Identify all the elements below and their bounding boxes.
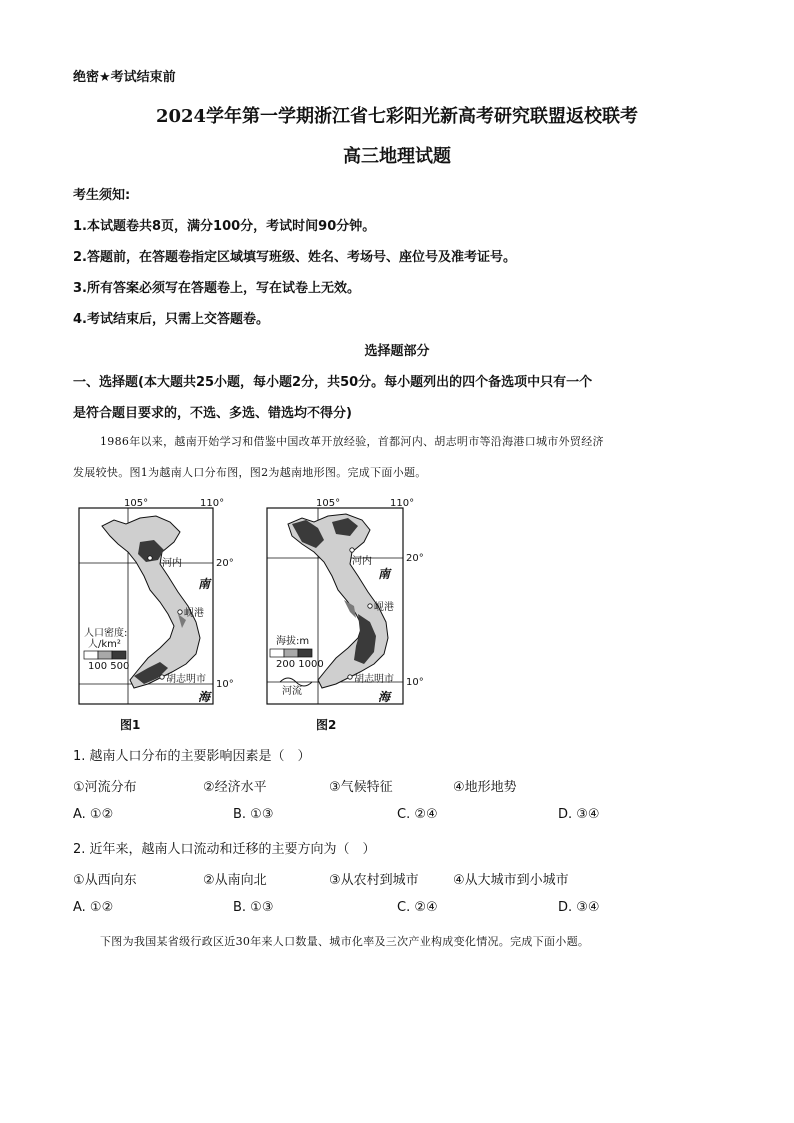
figure1-lon-left: 105° xyxy=(124,498,149,509)
passage1-line1: 1986年以来，越南开始学习和借鉴中国改革开放经验，首都河内、胡志明市等沿海港口城市外贸经济 xyxy=(100,435,604,448)
q1-option-a[interactable]: A. ①② xyxy=(73,807,114,822)
q1-choice-1: ①河流分布 xyxy=(73,780,137,795)
figure2-city-hanoi: 河内 xyxy=(352,556,372,567)
figure1-population-map xyxy=(78,496,234,708)
q1-option-b[interactable]: B. ①③ xyxy=(233,807,274,822)
figure2-lon-right: 110° xyxy=(390,498,415,509)
figure1-sea-nan: 南 xyxy=(198,577,211,591)
q2-option-c[interactable]: C. ②④ xyxy=(397,900,438,915)
figure1-city-hanoi: 河内 xyxy=(162,558,182,569)
figure1-legend-values: 100 500 xyxy=(88,661,130,672)
notice-item-2: 2.答题前，在答题卷指定区域填写班级、姓名、考场号、座位号及准考证号。 xyxy=(73,250,516,265)
q2-choice-1: ①从西向东 xyxy=(73,873,137,888)
q1-choice-3: ③气候特征 xyxy=(329,780,393,795)
q1-option-d[interactable]: D. ③④ xyxy=(558,807,600,822)
figure2-sea-nan: 南 xyxy=(378,567,391,581)
q2-choice-4: ④从大城市到小城市 xyxy=(453,873,569,888)
figure1-city-hcm: 胡志明市 xyxy=(166,674,206,685)
figure2-legend-mid xyxy=(284,649,298,657)
figure1-legend-title: 人口密度: xyxy=(84,628,128,639)
exam-subtitle: 高三地理试题 xyxy=(343,146,451,167)
q2-option-a[interactable]: A. ①② xyxy=(73,900,114,915)
part-instructions-line1: 一、选择题(本大题共25小题，每小题2分，共50分。每小题列出的四个备选项中只有一个 xyxy=(73,375,593,390)
figure1-lat-bottom: 10° xyxy=(216,679,234,690)
figure2-sea-hai: 海 xyxy=(378,690,391,704)
figure2-legend-river: 河流 xyxy=(282,686,302,697)
q2-option-d[interactable]: D. ③④ xyxy=(558,900,600,915)
figure1-sea-hai: 海 xyxy=(198,690,211,704)
figure1-city-danang: 岘港 xyxy=(184,608,204,619)
notice-item-4: 4.考试结束后，只需上交答题卷。 xyxy=(73,312,269,327)
q1-choice-2: ②经济水平 xyxy=(203,780,267,795)
question-1-stem: 1. 越南人口分布的主要影响因素是（ ） xyxy=(73,749,311,764)
q2-option-b[interactable]: B. ①③ xyxy=(233,900,274,915)
question-2-stem: 2. 近年来，越南人口流动和迁移的主要方向为（ ） xyxy=(73,842,376,857)
q1-choice-4: ④地形地势 xyxy=(453,780,517,795)
question-2-options xyxy=(73,900,733,918)
notice-item-3: 3.所有答案必须写在答题卷上，写在试卷上无效。 xyxy=(73,281,360,296)
figure2-lat-top: 20° xyxy=(406,553,424,564)
figure1-danang-point xyxy=(178,610,182,614)
figure2-terrain-map xyxy=(266,496,424,708)
figure2-legend-high xyxy=(298,649,312,657)
q1-option-c[interactable]: C. ②④ xyxy=(397,807,438,822)
figure2-hcm-point xyxy=(348,675,352,679)
figure2-legend-low xyxy=(270,649,284,657)
figure2-lat-bottom: 10° xyxy=(406,677,424,688)
question-2-choices xyxy=(73,869,733,887)
passage1-line2: 发展较快。图1为越南人口分布图，图2为越南地形图。完成下面小题。 xyxy=(73,466,427,479)
figure1-hanoi-point xyxy=(148,556,152,560)
exam-title: 2024学年第一学期浙江省七彩阳光新高考研究联盟返校联考 xyxy=(155,106,639,127)
confidential-label: 绝密★考试结束前 xyxy=(73,70,176,85)
figure1-legend-low xyxy=(84,651,98,659)
figure1-legend-unit: 人/km² xyxy=(88,639,121,650)
figure2-lon-left: 105° xyxy=(316,498,341,509)
figure2-legend-values: 200 1000 xyxy=(276,659,324,670)
figure1-caption: 图1 xyxy=(120,718,141,732)
passage2-line1: 下图为我国某省级行政区近30年来人口数量、城市化率及三次产业构成变化情况。完成下面小题。 xyxy=(100,935,590,948)
question-1-choices xyxy=(73,776,733,794)
question-1-options xyxy=(73,807,733,825)
q2-choice-3: ③从农村到城市 xyxy=(329,873,419,888)
figure2-legend-title: 海拔:m xyxy=(276,636,310,647)
figure2-caption: 图2 xyxy=(316,718,337,732)
part-instructions-line2: 是符合题目要求的，不选、多选、错选均不得分) xyxy=(73,406,352,421)
q2-choice-2: ②从南向北 xyxy=(203,873,267,888)
notice-heading: 考生须知: xyxy=(73,188,131,203)
figure1-lon-right: 110° xyxy=(200,498,225,509)
figure2-city-danang: 岘港 xyxy=(374,602,394,613)
section-heading: 选择题部分 xyxy=(364,344,430,359)
figure1-legend-mid xyxy=(98,651,112,659)
figure1-hcm-point xyxy=(160,675,164,679)
figure2-danang-point xyxy=(368,604,372,608)
notice-item-1: 1.本试题卷共8页，满分100分，考试时间90分钟。 xyxy=(73,219,376,234)
figure2-hanoi-point xyxy=(350,548,354,552)
figure1-legend-high xyxy=(112,651,126,659)
figure2-city-hcm: 胡志明市 xyxy=(354,674,394,685)
figure1-lat-top: 20° xyxy=(216,558,234,569)
